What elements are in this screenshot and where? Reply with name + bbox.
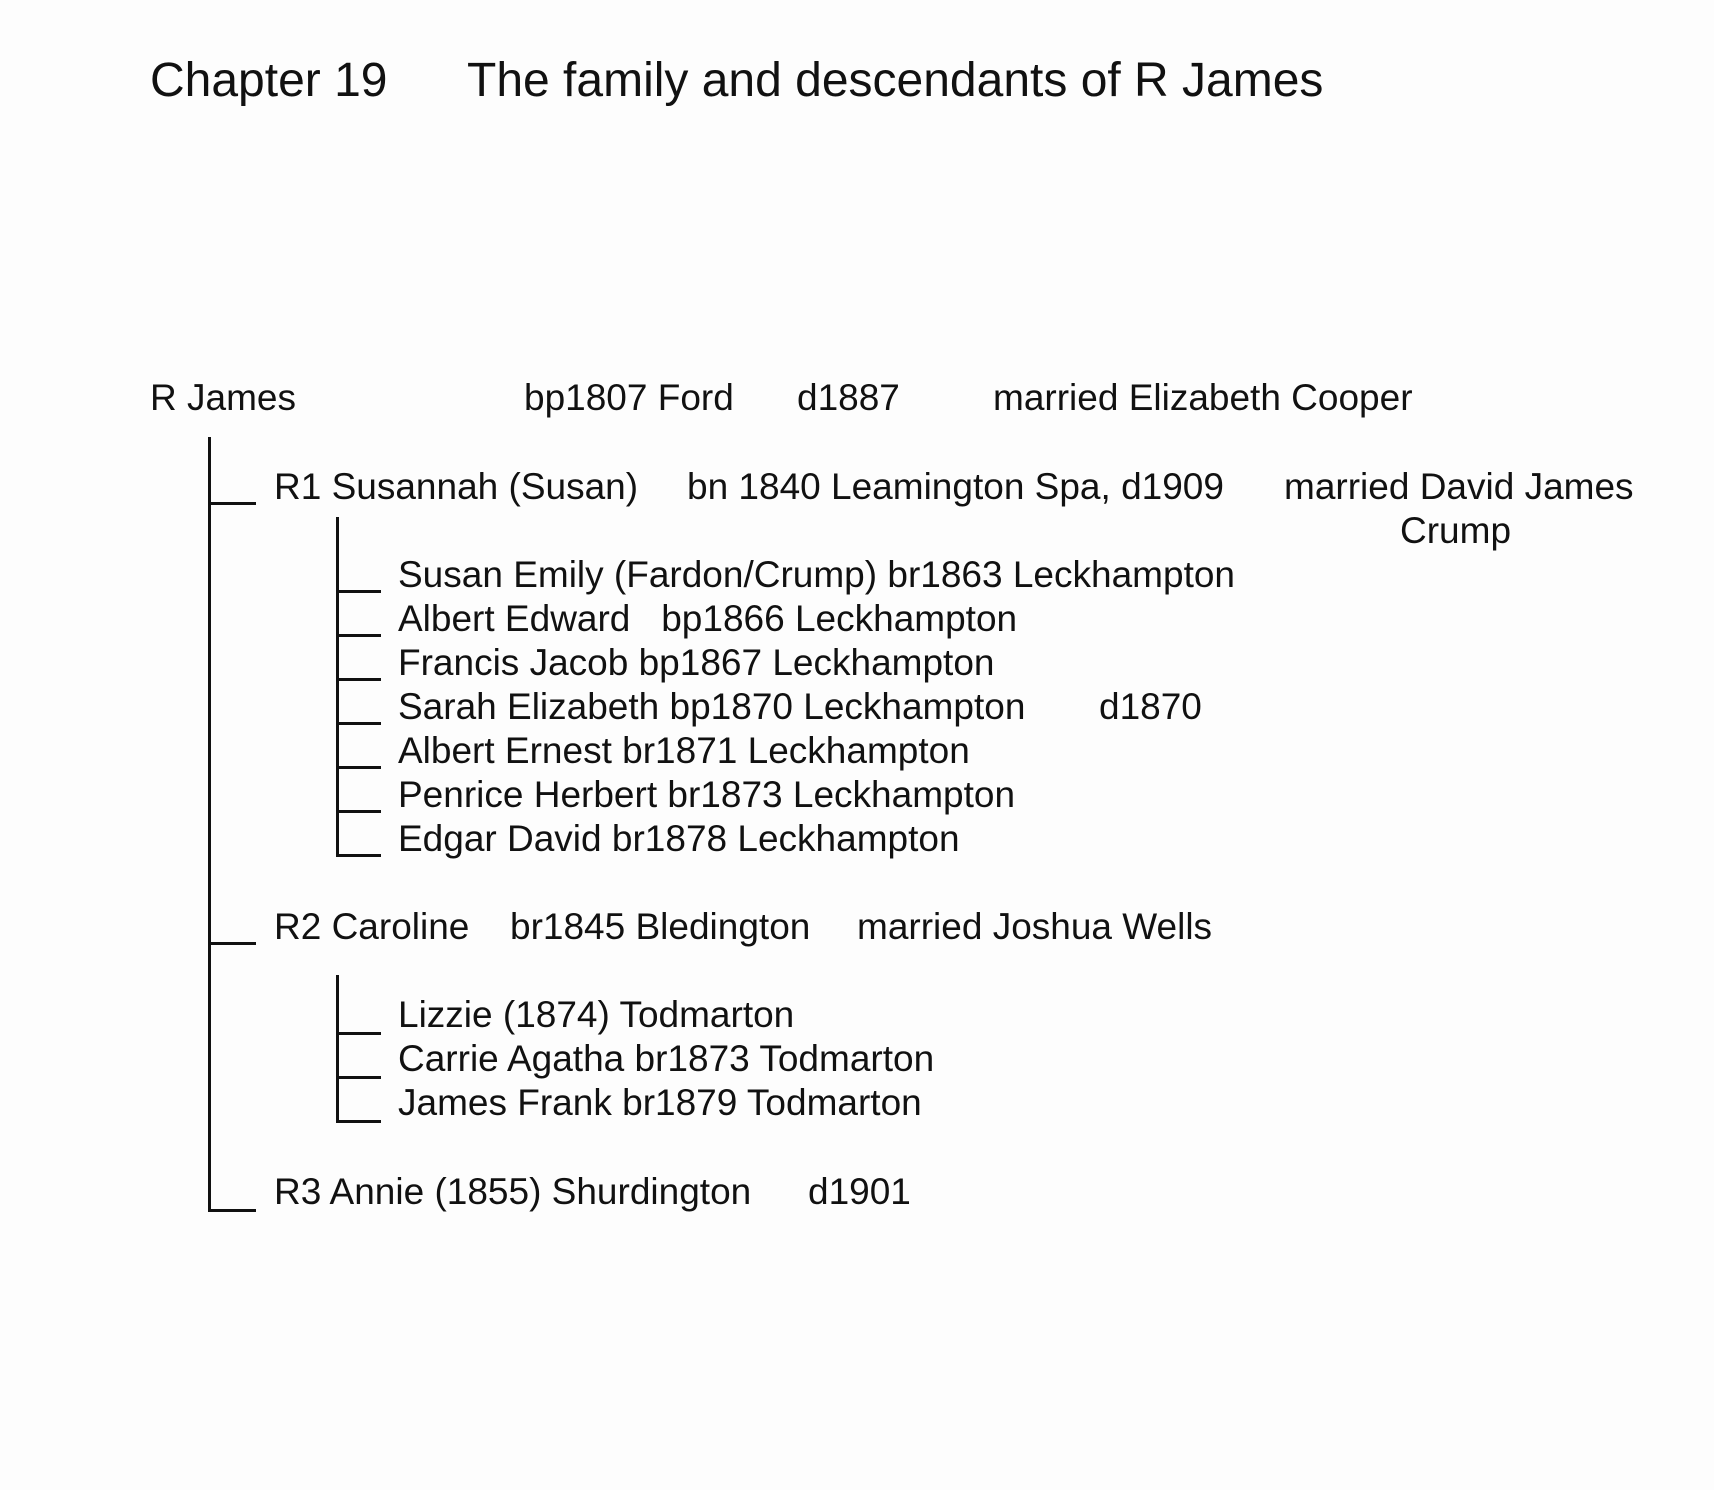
r1-child: Susan Emily (Fardon/Crump) br1863 Leckhampton bbox=[398, 554, 1235, 595]
root-spouse: married Elizabeth Cooper bbox=[993, 377, 1413, 418]
r1-child: Albert Edward bp1866 Leckhampton bbox=[398, 598, 1018, 639]
branch-r3-label: R3 Annie (1855) Shurdington bbox=[274, 1171, 752, 1212]
r2-children-line bbox=[336, 975, 339, 1123]
branch-r1-label: R1 Susannah (Susan) bbox=[274, 466, 639, 507]
branch-r2-spouse: married Joshua Wells bbox=[857, 906, 1213, 947]
tree-trunk-line bbox=[208, 437, 211, 1212]
r2-child: James Frank br1879 Todmarton bbox=[398, 1082, 922, 1123]
child-connector bbox=[336, 678, 381, 681]
r1-child: Albert Ernest br1871 Leckhampton bbox=[398, 730, 970, 771]
child-connector bbox=[336, 810, 381, 813]
branch-r1-birth: bn 1840 Leamington Spa, d1909 bbox=[687, 466, 1224, 507]
child-connector bbox=[336, 1076, 381, 1079]
branch-connector-r2 bbox=[208, 942, 256, 945]
r1-child: Sarah Elizabeth bp1870 Leckhampton bbox=[398, 686, 1026, 727]
child-connector bbox=[336, 1032, 381, 1035]
branch-r1-spouse: married David James bbox=[1284, 466, 1634, 507]
r2-child: Lizzie (1874) Todmarton bbox=[398, 994, 795, 1035]
branch-r3-death: d1901 bbox=[808, 1171, 911, 1212]
child-connector bbox=[336, 854, 381, 857]
root-name: R James bbox=[150, 377, 296, 418]
branch-connector-r3 bbox=[208, 1209, 256, 1212]
branch-r1-spouse-cont: Crump bbox=[1400, 510, 1512, 551]
child-connector bbox=[336, 634, 381, 637]
root-death: d1887 bbox=[797, 377, 900, 418]
root-baptism: bp1807 Ford bbox=[524, 377, 734, 418]
r1-child: Penrice Herbert br1873 Leckhampton bbox=[398, 774, 1016, 815]
child-connector bbox=[336, 1120, 381, 1123]
r1-child: Francis Jacob bp1867 Leckhampton bbox=[398, 642, 995, 683]
chapter-number: Chapter 19 bbox=[150, 54, 388, 107]
r2-child: Carrie Agatha br1873 Todmarton bbox=[398, 1038, 935, 1079]
branch-r2-birth: br1845 Bledington bbox=[510, 906, 811, 947]
child-connector bbox=[336, 766, 381, 769]
chapter-title: The family and descendants of R James bbox=[467, 54, 1324, 107]
branch-connector-r1 bbox=[208, 502, 256, 505]
r1-child: Edgar David br1878 Leckhampton bbox=[398, 818, 960, 859]
branch-r2-label: R2 Caroline bbox=[274, 906, 470, 947]
r1-child-death: d1870 bbox=[1099, 686, 1202, 727]
child-connector bbox=[336, 590, 381, 593]
child-connector bbox=[336, 722, 381, 725]
r1-children-line bbox=[336, 517, 339, 856]
